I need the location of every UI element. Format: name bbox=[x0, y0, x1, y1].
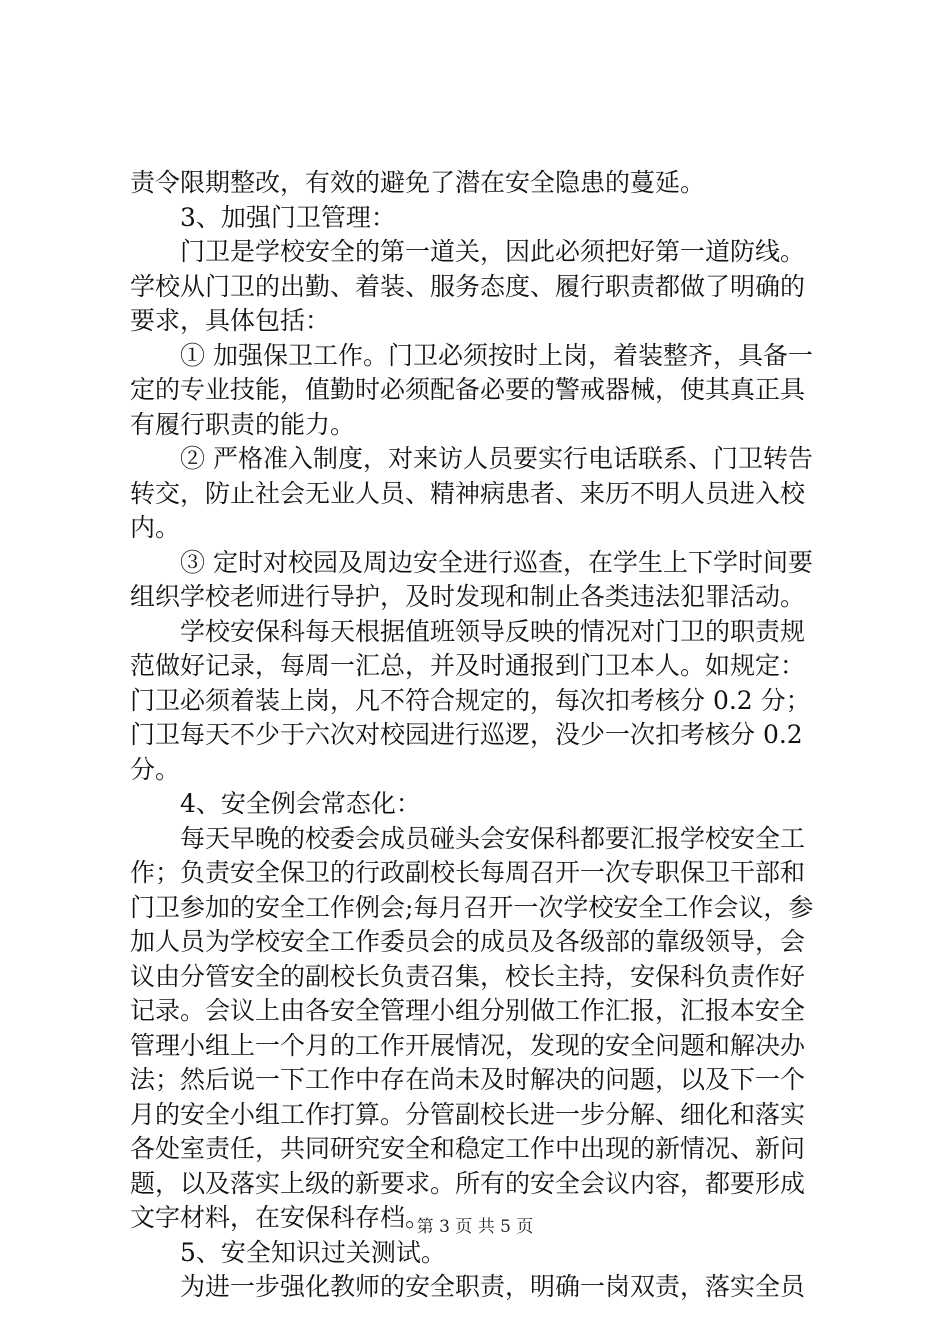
text-line: 分。 bbox=[130, 754, 181, 784]
text-line: 内。 bbox=[130, 513, 181, 542]
text-line: 3、加强门卫管理： bbox=[180, 202, 396, 232]
text-line: 5、安全知识过关测试。 bbox=[180, 1237, 446, 1267]
text-line: 记录。会议上由各安全管理小组分别做工作汇报，汇报本安全 bbox=[130, 996, 806, 1025]
text-line: 月的安全小组工作打算。分管副校长进一步分解、细化和落实 bbox=[130, 1099, 806, 1129]
text-line: 要求，具体包括： bbox=[130, 306, 331, 335]
text-line: ① 加强保卫工作。门卫必须按时上岗，着装整齐，具备一 bbox=[180, 340, 813, 370]
text-line: 有履行职责的能力。 bbox=[130, 409, 356, 439]
text-line: 组织学校老师进行导护，及时发现和制止各类违法犯罪活动。 bbox=[130, 582, 806, 611]
text-line: 学校安保科每天根据值班领导反映的情况对门卫的职责规 bbox=[180, 616, 806, 646]
text-line: 议由分管安全的副校长负责召集，校长主持，安保科负责作好 bbox=[130, 961, 806, 991]
text-line: 转交，防止社会无业人员、精神病患者、来历不明人员进入校 bbox=[130, 478, 806, 508]
text-line: 范做好记录，每周一汇总，并及时通报到门卫本人。如规定： bbox=[130, 651, 806, 680]
text-line: 学校从门卫的出勤、着装、服务态度、履行职责都做了明确的 bbox=[130, 271, 806, 301]
text-line: 文字材料，在安保科存档。 bbox=[130, 1203, 431, 1232]
text-line: 法；然后说一下工作中存在尚未及时解决的问题，以及下一个 bbox=[130, 1065, 806, 1094]
text-line: 管理小组上一个月的工作开展情况，发现的安全问题和解决办 bbox=[130, 1030, 806, 1060]
text-line: 4、安全例会常态化： bbox=[180, 789, 421, 818]
text-line: 为进一步强化教师的安全职责，明确一岗双责，落实全员 bbox=[180, 1272, 806, 1301]
text-line: 作；负责安全保卫的行政副校长每周召开一次专职保卫干部和 bbox=[130, 858, 806, 887]
text-line: 每天早晚的校委会成员碰头会安保科都要汇报学校安全工 bbox=[180, 823, 806, 853]
text-line: 门卫是学校安全的第一道关，因此必须把好第一道防线。 bbox=[180, 237, 806, 266]
text-line: 门卫参加的安全工作例会;每月召开一次学校安全工作会议，参 bbox=[130, 892, 814, 922]
text-line: 责令限期整改，有效的避免了潜在安全隐患的蔓延。 bbox=[130, 168, 706, 197]
text-line: 定的专业技能，值勤时必须配备必要的警戒器械，使其真正具 bbox=[130, 375, 806, 404]
document-body bbox=[130, 166, 836, 1305]
text-line: 各处室责任，共同研究安全和稳定工作中出现的新情况、新问 bbox=[130, 1134, 806, 1163]
text-line: 门卫必须着装上岗，凡不符合规定的，每次扣考核分 0.2 分； bbox=[130, 685, 811, 715]
text-line: ② 严格准入制度，对来访人员要实行电话联系、门卫转告 bbox=[180, 444, 813, 473]
text-line: 门卫每天不少于六次对校园进行巡逻，没少一次扣考核分 0.2 bbox=[130, 720, 803, 749]
text-line: 题，以及落实上级的新要求。所有的安全会议内容，都要形成 bbox=[130, 1168, 806, 1198]
text-line: ③ 定时对校园及周边安全进行巡查，在学生上下学时间要 bbox=[180, 547, 813, 577]
text-line: 加人员为学校安全工作委员会的成员及各级部的靠级领导，会 bbox=[130, 927, 806, 956]
page-footer: 第 3 页 共 5 页 bbox=[416, 1217, 534, 1237]
